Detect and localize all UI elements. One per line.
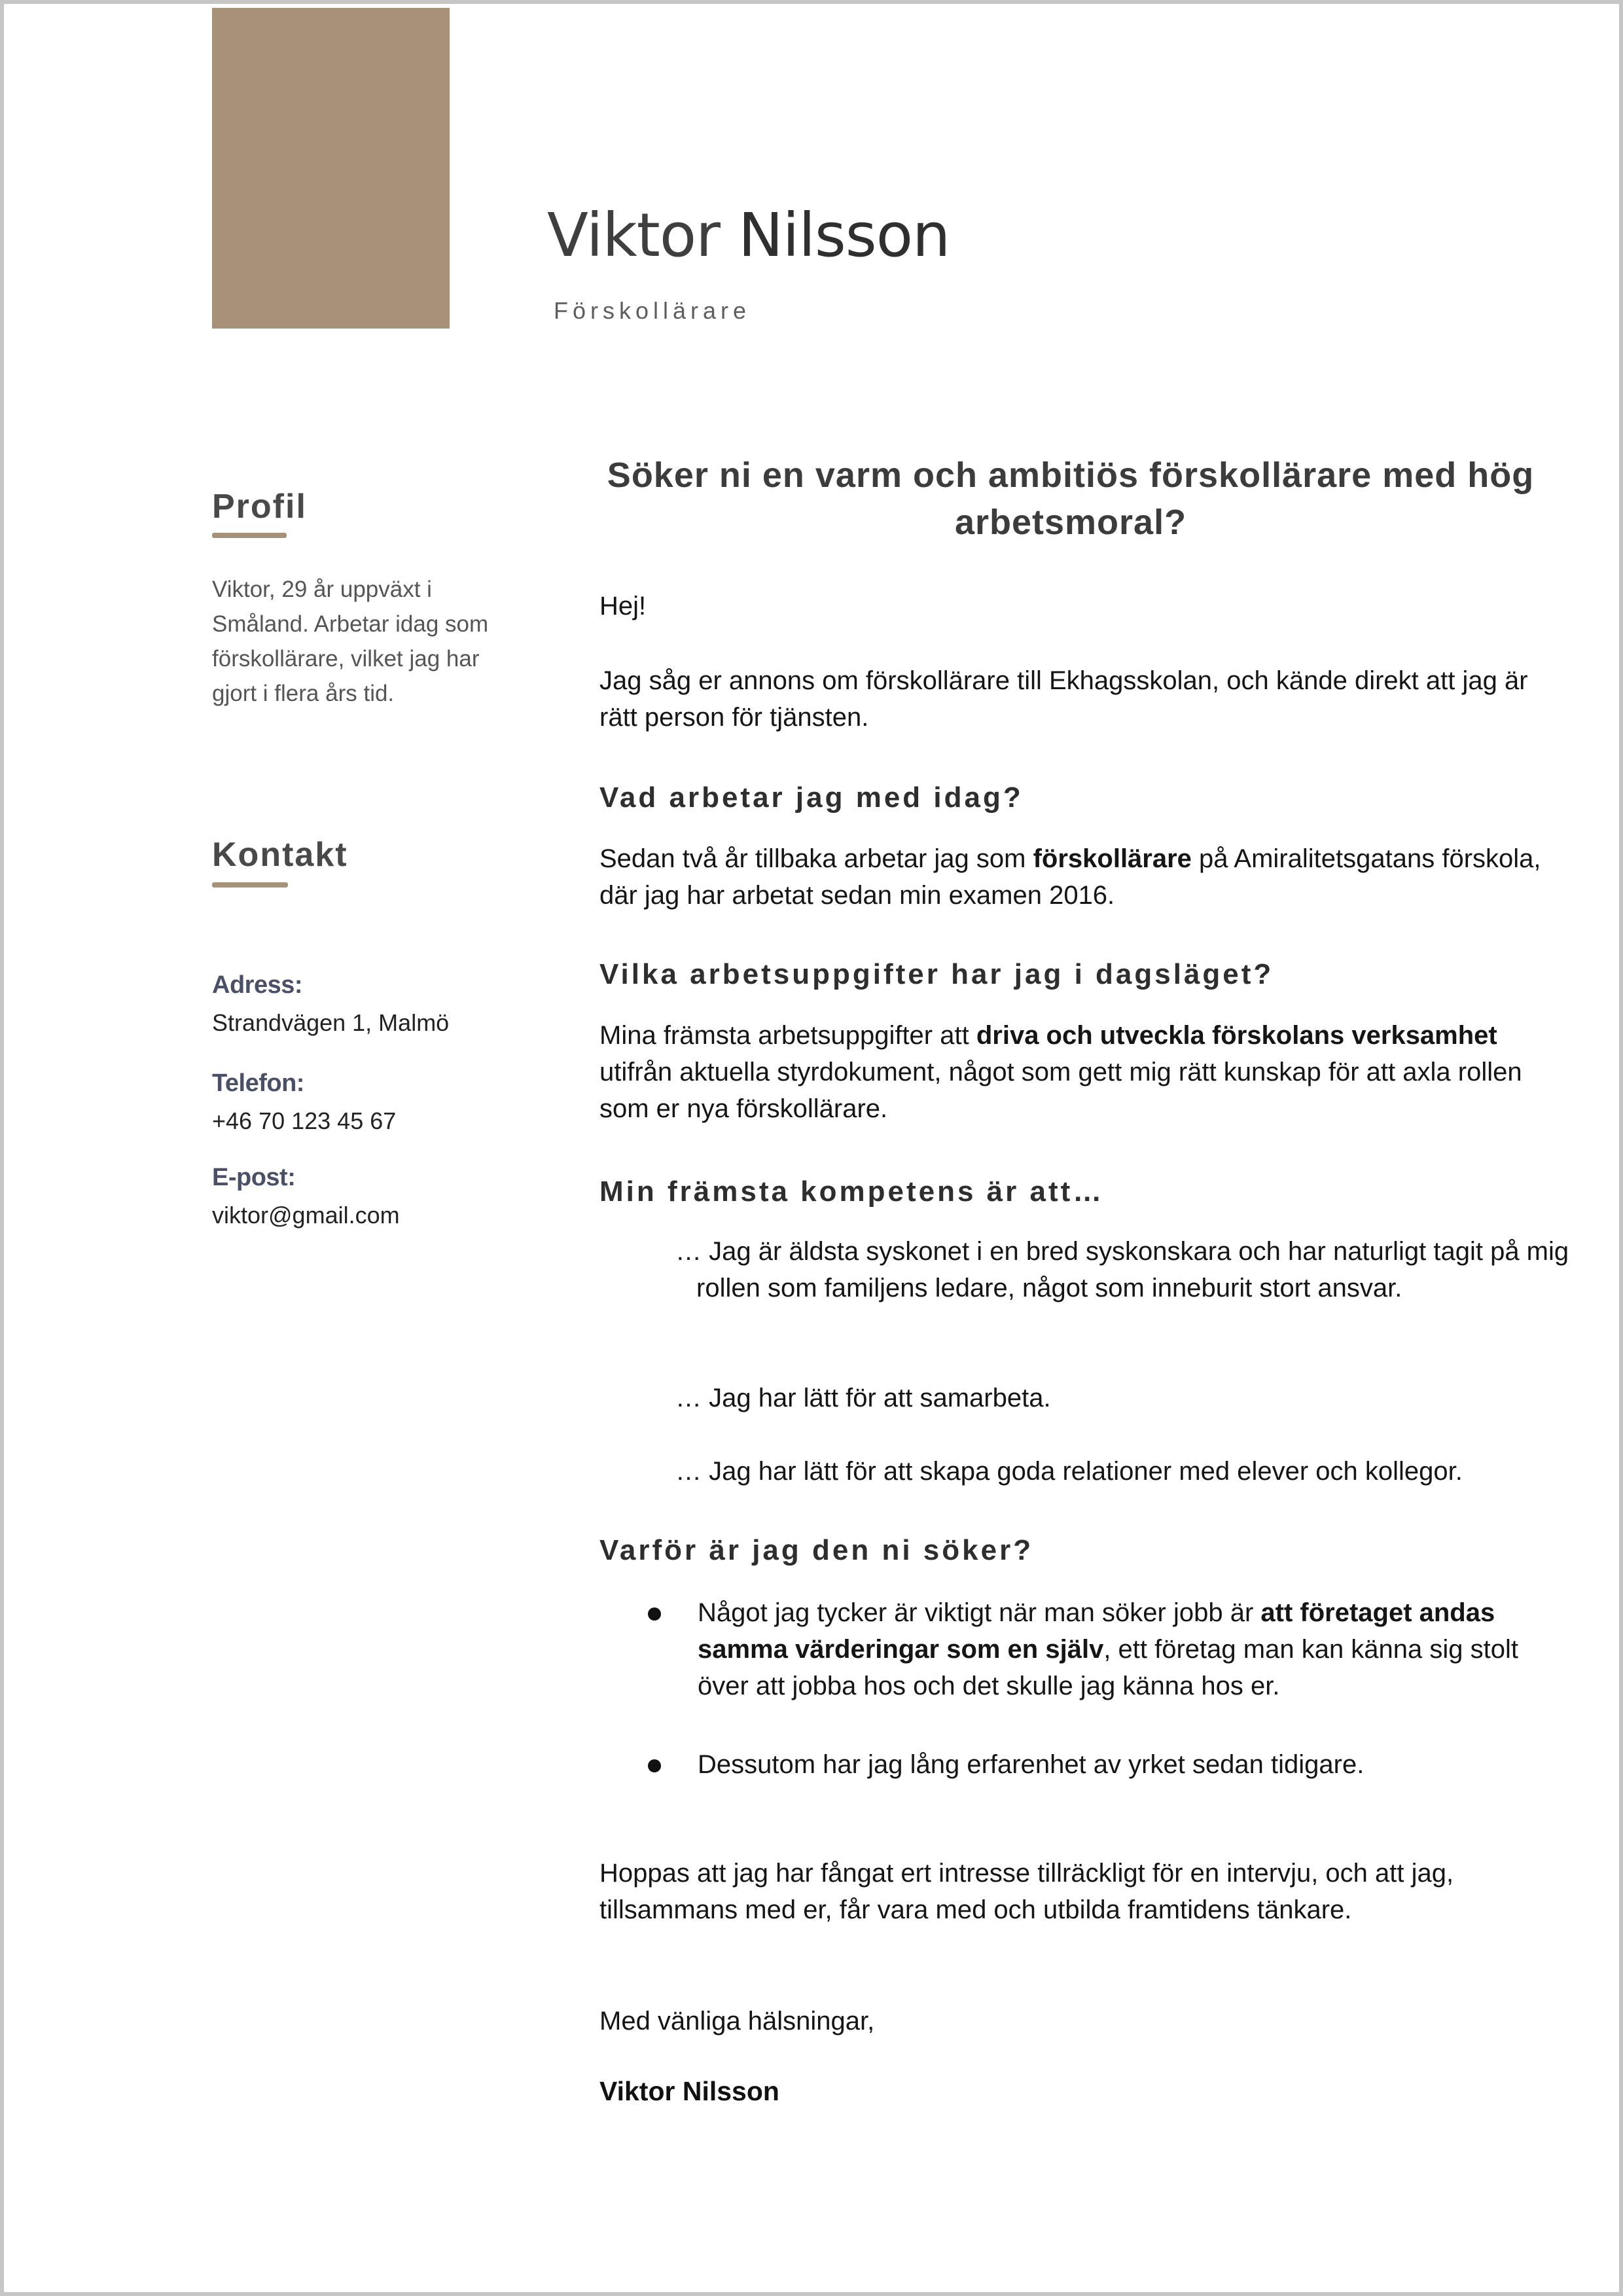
first-name: Viktor	[547, 200, 720, 270]
why-me-emphasis: att företaget andas samma värderingar som en själv	[698, 1598, 1495, 1664]
competence-item: … Jag har lätt för att skapa goda relationer med elever och kollegor.	[675, 1457, 1463, 1486]
tasks-text: Mina främsta arbetsuppgifter att	[599, 1021, 976, 1050]
current-work-text-end: på Amiralitetsgatans förskola, där jag har arbetat sedan min examen 2016.	[599, 844, 1541, 910]
section-heading-competence: Min främsta kompetens är att…	[599, 1175, 1105, 1208]
tasks-emphasis: driva och utveckla förskolans verksamhet	[976, 1021, 1497, 1050]
why-me-bullet	[698, 1594, 1561, 1704]
regards: Med vänliga hälsningar,	[599, 2007, 875, 2036]
applicant-name	[547, 200, 950, 270]
signature: Viktor Nilsson	[599, 2076, 779, 2106]
why-me-text: Något jag tycker är viktigt när man söker jobb är	[698, 1598, 1261, 1627]
why-me-bullet: Dessutom har jag lång erfarenhet av yrket sedan tidigare.	[698, 1750, 1364, 1779]
phone-value: +46 70 123 45 67	[212, 1107, 397, 1134]
intro-paragraph: Jag såg er annons om förskollärare till Ekhagsskolan, och kände direkt att jag är rätt person för tjänsten.	[599, 666, 1528, 732]
contact-heading: Kontakt	[212, 836, 348, 874]
why-me-text-end: , ett företag man kan känna sig stolt över att jobba hos och det skulle jag känna hos er.	[698, 1635, 1519, 1700]
address-value: Strandvägen 1, Malmö	[212, 1009, 450, 1036]
competence-item: … Jag har lätt för att samarbeta.	[675, 1384, 1051, 1412]
address-label: Adress:	[212, 971, 302, 999]
section-heading-why-me: Varför är jag den ni söker?	[599, 1534, 1034, 1566]
bullet-icon	[648, 1607, 661, 1621]
section-heading-current-work: Vad arbetar jag med idag?	[599, 781, 1024, 814]
letter-heading: Söker ni en varm och ambitiös förskollärare med hög arbetsmoral?	[607, 456, 1535, 542]
current-work-emphasis: förskollärare	[1033, 844, 1192, 873]
profile-heading: Profil	[212, 488, 307, 526]
tasks-text-end: utifrån aktuella styrdokument, något som gett mig rätt kunskap för att axla rollen som er nya förskollärare.	[599, 1058, 1522, 1123]
email-label: E-post:	[212, 1164, 296, 1191]
profile-text: Viktor, 29 år uppväxt i Småland. Arbetar idag som förskollärare, vilket jag har gjort i flera års tid.	[212, 577, 489, 706]
phone-label: Telefon:	[212, 1069, 304, 1097]
tasks-paragraph	[599, 1017, 1555, 1127]
bullet-icon	[648, 1759, 661, 1772]
current-work-paragraph	[599, 840, 1555, 914]
profile-heading-underline	[212, 533, 287, 538]
job-title: Förskollärare	[554, 297, 751, 324]
current-work-text: Sedan två år tillbaka arbetar jag som	[599, 844, 1033, 873]
photo-placeholder	[212, 8, 450, 329]
competence-item: … Jag är äldsta syskonet i en bred syskonskara och har naturligt tagit på mig rollen som familjens ledare, något som inneburit stort ansvar.	[675, 1237, 1569, 1302]
greeting: Hej!	[599, 592, 647, 620]
last-name: Nilsson	[738, 200, 950, 270]
section-heading-tasks: Vilka arbetsuppgifter har jag i dagsläget?	[599, 958, 1274, 990]
closing-paragraph: Hoppas att jag har fångat ert intresse tillräckligt för en intervju, och att jag, tillsammans med er, får vara med och utbilda framtidens tänkare.	[599, 1859, 1454, 1924]
email-value: viktor@gmail.com	[212, 1202, 400, 1229]
contact-heading-underline	[212, 882, 288, 888]
